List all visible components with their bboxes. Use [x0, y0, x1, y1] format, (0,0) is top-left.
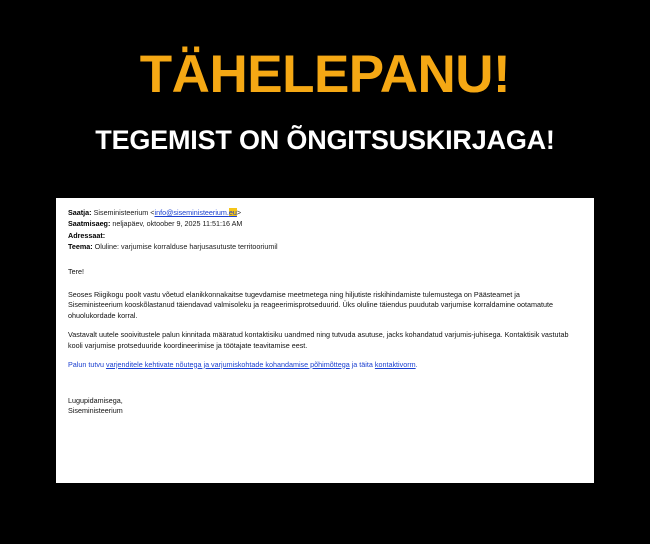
phishing-link-contact-form[interactable]: kontaktivorm: [374, 359, 416, 369]
email-header-subject-label: Teema:: [68, 242, 93, 252]
email-header-subject-value: Oluline: varjumise korralduse harjusasutuste territooriumil: [94, 242, 278, 252]
sender-address-tail: >: [236, 208, 242, 217]
email-body: [68, 267, 582, 417]
email-header-subject: [68, 242, 582, 252]
sender-address-link[interactable]: info@siseministeerium.: [154, 208, 229, 217]
email-header-recipient: [68, 231, 582, 241]
warning-subheadline: TEGEMIST ON ÕNGITSUSKIRJAGA!: [95, 125, 555, 155]
email-paragraph-2: Vastavalt uutele sooivitustele palun kinnitada määratud kontaktisiku uandmed ning tutvuda asutuse, jacks kohandatud varjumis-juhisega. Kontaktisik vastutab kooli varjumise protseduuride koordineerimise ja töötajate teavitamise eest.: [68, 329, 569, 350]
email-greeting: Tere!: [68, 266, 84, 276]
email-paragraph-1: Seoses Riigikogu poolt vastu võetud elanikkonnakaitse tugevdamise meetmetega ning hiljutiste riskihindamiste tulemustega on Päästeamet ja Siseministeerium kooskõlastanud täiendavad valmisoleku ja reageerimisprotseduurid. Üks oluline täiendus puudutab varjumise korraldamine ootamatute ohuolukordade korral.: [68, 289, 554, 321]
email-header-recipient-label: Adressaat:: [68, 230, 106, 240]
email-header-sender-label: Saatja:: [68, 208, 92, 217]
signature-line-1: Lugupidamisega,: [68, 396, 123, 406]
email-header-sender-value: Siseministeerium <: [93, 208, 155, 217]
email-signature: [68, 396, 582, 416]
email-screenshot-card: [56, 198, 594, 483]
phishing-link-guidelines[interactable]: varjenditele kehtivate nõutega ja varjumiskohtade kohandamise põhimõttega: [105, 359, 350, 369]
warning-headline: TÄHELEPANU!: [139, 45, 511, 104]
email-header-date: [68, 219, 582, 229]
sender-address-tld-highlight: eu: [228, 208, 237, 217]
email-header-date-value: neljapäev, oktoober 9, 2025 11:51:16 AM: [112, 219, 243, 229]
signature-line-2: Siseministeerium: [68, 406, 123, 416]
link-paragraph-suffix: .: [415, 359, 418, 369]
email-link-paragraph: [68, 360, 573, 371]
link-paragraph-prefix: Palun tutvu: [68, 359, 106, 369]
email-header-date-label: Saatmisaeg:: [68, 219, 111, 229]
email-content: [56, 198, 594, 416]
link-paragraph-middle: ja täita: [349, 359, 375, 369]
email-header-sender: [68, 208, 582, 218]
